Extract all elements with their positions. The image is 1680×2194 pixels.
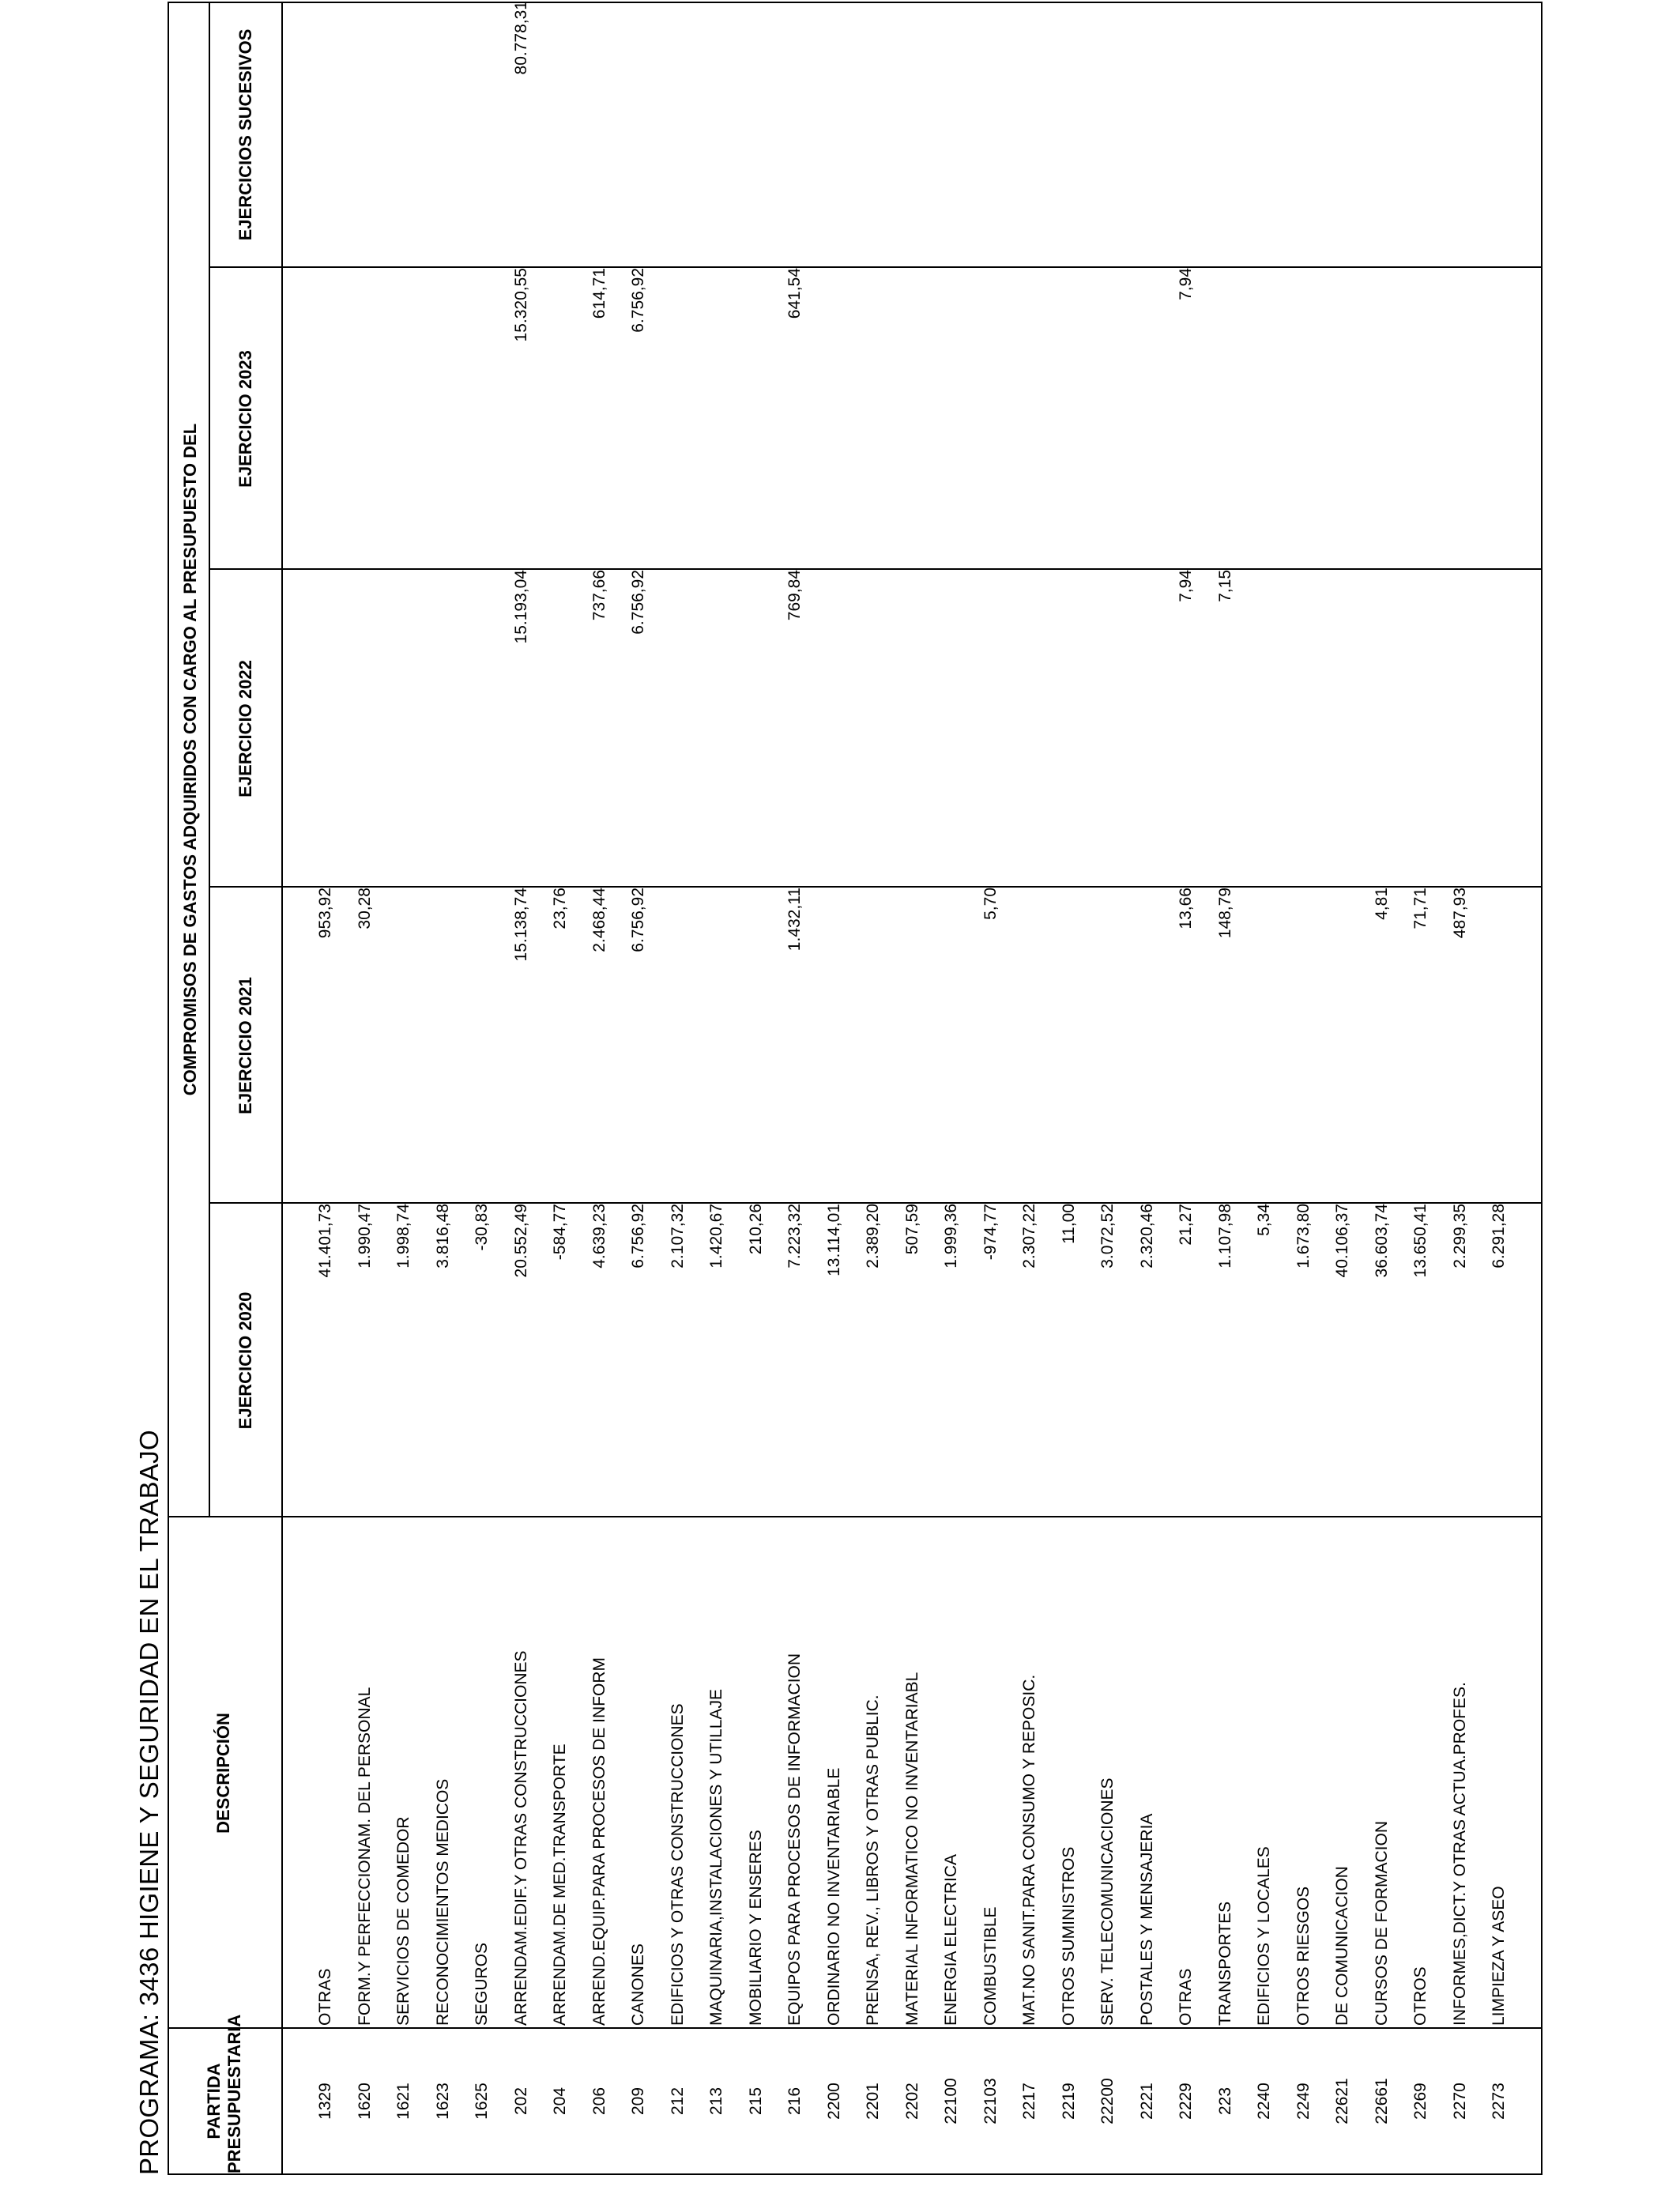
ejercicio-2021-cell: 953,92: [316, 888, 334, 939]
header-bottom-line: [281, 2, 283, 2173]
ejercicio-2021-cell: 1.432,11: [785, 888, 804, 952]
ejercicio-2020-cell: 41.401,73: [316, 1204, 334, 1278]
table-row: [348, 0, 387, 2173]
table-row: [543, 0, 582, 2173]
ejercicio-2020-cell: 6.291,28: [1490, 1204, 1508, 1269]
partida-cell: 2249: [1294, 2083, 1313, 2120]
partida-cell: 1329: [316, 2083, 334, 2120]
ejercicio-2021-cell: 71,71: [1411, 888, 1430, 929]
ejercicio-2020-cell: -30,83: [473, 1204, 491, 1251]
ejercicio-2021-cell: 487,93: [1450, 888, 1469, 939]
ejercicio-2020-cell: -974,77: [981, 1204, 1000, 1261]
ejercicio-2020-cell: 3.072,52: [1098, 1204, 1117, 1269]
ejercicio-2023-cell: 614,71: [590, 268, 608, 319]
partida-cell: 215: [746, 2087, 765, 2116]
descripcion-cell: EQUIPOS PARA PROCESOS DE INFORMACION: [785, 1653, 804, 2026]
descripcion-cell: DE COMUNICACION: [1333, 1866, 1351, 2026]
partida-cell: 223: [1215, 2087, 1234, 2116]
ejercicio-2023-cell: 6.756,92: [629, 268, 647, 333]
descripcion-cell: OTROS SUMINISTROS: [1059, 1846, 1078, 2026]
budget-table: [168, 2, 1543, 2175]
descripcion-cell: CANONES: [629, 1943, 647, 2026]
descripcion-cell: TRANSPORTES: [1215, 1901, 1234, 2026]
table-row: [739, 0, 778, 2173]
table-row: [1443, 0, 1482, 2173]
page-title: PROGRAMA: 3436 HIGIENE Y SEGURIDAD EN EL TRABAJO: [134, 1430, 164, 2175]
ejercicio-2022-cell: 7,94: [1177, 570, 1195, 602]
descripcion-cell: OTROS: [1411, 1966, 1430, 2026]
partida-cell: 2221: [1137, 2083, 1156, 2120]
table-row: [856, 0, 895, 2173]
partida-cell: 22103: [981, 2078, 1000, 2124]
ejercicio-2020-cell: 11,00: [1059, 1204, 1078, 1244]
descripcion-cell: POSTALES Y MENSAJERIA: [1137, 1813, 1156, 2026]
partida-cell: 213: [707, 2087, 725, 2116]
ejercicio-2020-cell: 1.107,98: [1215, 1204, 1234, 1269]
partida-cell: 2217: [1020, 2083, 1038, 2120]
descripcion-cell: CURSOS DE FORMACION: [1372, 1820, 1391, 2026]
ejercicio-2020-cell: 210,26: [746, 1204, 765, 1255]
partida-cell: 22200: [1098, 2078, 1117, 2124]
descripcion-cell: SERVICIOS DE COMEDOR: [394, 1816, 412, 2026]
ejercicio-2021-cell: 23,76: [551, 888, 569, 929]
ejercicio-2022-cell: 769,84: [785, 570, 804, 621]
ejercicio-2020-cell: 1.998,74: [394, 1204, 412, 1269]
descripcion-cell: COMBUSTIBLE: [981, 1906, 1000, 2026]
ejercicio-2021-cell: 30,28: [355, 888, 374, 929]
ejercicio-2020-cell: 21,27: [1177, 1204, 1195, 1246]
ejercicio-2020-cell: 1.990,47: [355, 1204, 374, 1269]
descripcion-cell: MATERIAL INFORMATICO NO INVENTARIABL: [902, 1672, 921, 2026]
descripcion-cell: LIMPIEZA Y ASEO: [1490, 1886, 1508, 2026]
table-row: [1208, 0, 1248, 2173]
table-row: [621, 0, 661, 2173]
descripcion-cell: MAT.NO SANIT.PARA CONSUMO Y REPOSIC.: [1020, 1674, 1038, 2026]
ejercicio-2020-cell: 3.816,48: [433, 1204, 452, 1269]
descripcion-cell: ORDINARIO NO INVENTARIABLE: [824, 1767, 843, 2026]
partida-cell: 22100: [942, 2078, 960, 2124]
ejercicio-2021-cell: 148,79: [1215, 888, 1234, 939]
table-row: [1286, 0, 1326, 2173]
table-row: [778, 0, 817, 2173]
descripcion-cell: MAQUINARIA,INSTALACIONES Y UTILLAJE: [707, 1689, 725, 2026]
ejercicio-2020-cell: 2.107,32: [668, 1204, 687, 1269]
ejercicio-2022-cell: 7,15: [1215, 570, 1234, 602]
header-descripcion: DESCRIPCIÓN: [213, 1713, 233, 1834]
table-row: [1247, 0, 1286, 2173]
ejercicio-2021-cell: 2.468,44: [590, 888, 608, 952]
table-row: [661, 0, 700, 2173]
ejercicio-2020-cell: 1.673,80: [1294, 1204, 1313, 1269]
table-row: [1090, 0, 1130, 2173]
table-row: [974, 0, 1013, 2173]
ejercicio-2020-cell: 6.756,92: [629, 1204, 647, 1269]
ejercicio-2022-cell: 15.193,04: [511, 570, 530, 644]
partida-cell: 216: [785, 2087, 804, 2116]
ejercicio-2020-cell: 20.552,49: [511, 1204, 530, 1278]
partida-cell: 1620: [355, 2083, 374, 2120]
descripcion-cell: FORM.Y PERFECCIONAM. DEL PERSONAL: [355, 1687, 374, 2026]
partida-cell: 2229: [1177, 2083, 1195, 2120]
ejercicio-2020-cell: 2.307,22: [1020, 1204, 1038, 1269]
partida-cell: 2240: [1255, 2083, 1273, 2120]
ejercicio-2020-cell: -584,77: [551, 1204, 569, 1261]
table-row: [504, 0, 544, 2173]
table-row: [1365, 0, 1404, 2173]
header-ejercicio-2021: EJERCICIO 2021: [235, 977, 255, 1114]
ejercicio-2023-cell: 7,94: [1177, 268, 1195, 300]
header-ejercicio-2022: EJERCICIO 2022: [235, 660, 255, 797]
ejercicio-2021-cell: 4,81: [1372, 888, 1391, 920]
descripcion-cell: ARRENDAM.EDIF.Y OTRAS CONSTRUCCIONES: [511, 1650, 530, 2026]
partida-cell: 2270: [1450, 2083, 1469, 2120]
descripcion-cell: ARREND.EQUIP.PARA PROCESOS DE INFORM: [590, 1657, 608, 2026]
partida-cell: 1623: [433, 2083, 452, 2120]
ejercicio-2021-cell: 13,66: [1177, 888, 1195, 929]
descripcion-cell: SEGUROS: [473, 1942, 491, 2026]
ejercicio-2020-cell: 40.106,37: [1333, 1204, 1351, 1278]
partida-cell: 1625: [473, 2083, 491, 2120]
partida-cell: 2273: [1490, 2083, 1508, 2120]
ejercicio-2020-cell: 2.389,20: [864, 1204, 882, 1269]
table-row: [582, 0, 622, 2173]
ejercicio-2022-cell: 6.756,92: [629, 570, 647, 635]
table-row: [1482, 0, 1521, 2173]
ejercicios-sucesivos-cell: 80.778,31: [511, 1, 530, 75]
descripcion-cell: SERV. TELECOMUNICACIONES: [1098, 1777, 1117, 2026]
ejercicio-2020-cell: 13.650,41: [1411, 1204, 1430, 1278]
partida-cell: 212: [668, 2087, 687, 2116]
descripcion-cell: RECONOCIMIENTOS MEDICOS: [433, 1778, 452, 2026]
descripcion-cell: ENERGIA ELECTRICA: [942, 1853, 960, 2026]
table-row: [465, 0, 504, 2173]
table-row: [817, 0, 857, 2173]
table-row: [1052, 0, 1091, 2173]
partida-cell: 22661: [1372, 2078, 1391, 2124]
partida-cell: 1621: [394, 2083, 412, 2120]
partida-cell: 2202: [902, 2083, 921, 2120]
table-row: [1325, 0, 1365, 2173]
header-ejercicios-sucesivos: EJERCICIOS SUCESIVOS: [235, 28, 255, 241]
partida-cell: 2201: [864, 2083, 882, 2120]
ejercicio-2020-cell: 2.320,46: [1137, 1204, 1156, 1269]
partida-cell: 22621: [1333, 2078, 1351, 2124]
ejercicio-2020-cell: 507,59: [902, 1204, 921, 1255]
partida-cell: 202: [511, 2087, 530, 2116]
partida-cell: 206: [590, 2087, 608, 2116]
descripcion-cell: MOBILIARIO Y ENSERES: [746, 1830, 765, 2026]
table-row: [895, 0, 935, 2173]
ejercicio-2020-cell: 1.420,67: [707, 1204, 725, 1269]
ejercicio-2023-cell: 641,54: [785, 268, 804, 319]
ejercicio-2023-cell: 15.320,55: [511, 268, 530, 342]
descripcion-cell: EDIFICIOS Y OTRAS CONSTRUCCIONES: [668, 1703, 687, 2026]
header-partida: PARTIDA PRESUPUESTARIA: [204, 2014, 244, 2173]
partida-cell: 209: [629, 2087, 647, 2116]
partida-cell: 2219: [1059, 2083, 1078, 2120]
table-row: [1169, 0, 1208, 2173]
table-row: [426, 0, 465, 2173]
ejercicio-2021-cell: 5,70: [981, 888, 1000, 920]
ejercicio-2020-cell: 13.114,01: [824, 1204, 843, 1276]
ejercicio-2020-cell: 1.999,36: [942, 1204, 960, 1269]
descripcion-cell: INFORMES,DICT.Y OTRAS ACTUA.PROFES.: [1450, 1682, 1469, 2026]
ejercicio-2022-cell: 737,66: [590, 570, 608, 621]
descripcion-cell: OTROS RIESGOS: [1294, 1886, 1313, 2026]
partida-cell: 2269: [1411, 2083, 1430, 2120]
header-compromisos: COMPROMISOS DE GASTOS ADQUIRIDOS CON CARGO AL PRESUPUESTO DEL: [180, 423, 200, 1096]
ejercicio-2021-cell: 6.756,92: [629, 888, 647, 952]
descripcion-cell: EDIFICIOS Y LOCALES: [1255, 1846, 1273, 2026]
table-row: [1403, 0, 1443, 2173]
ejercicio-2020-cell: 7.223,32: [785, 1204, 804, 1269]
header-ejercicio-2020: EJERCICIO 2020: [235, 1291, 255, 1430]
table-row: [934, 0, 974, 2173]
table-row: [386, 0, 426, 2173]
partida-cell: 2200: [824, 2083, 843, 2120]
ejercicio-2020-cell: 5,34: [1255, 1204, 1273, 1236]
table-row: [1012, 0, 1052, 2173]
table-row: [1130, 0, 1170, 2173]
descripcion-cell: OTRAS: [316, 1968, 334, 2026]
table-row: [308, 0, 348, 2173]
ejercicio-2021-cell: 15.138,74: [511, 888, 530, 962]
header-ejercicio-2023: EJERCICIO 2023: [235, 350, 255, 488]
ejercicio-2020-cell: 2.299,35: [1450, 1204, 1469, 1269]
header-divider: [209, 2, 210, 1517]
table-row: [699, 0, 739, 2173]
descripcion-cell: ARRENDAM.DE MED.TRANSPORTE: [551, 1744, 569, 2026]
descripcion-cell: OTRAS: [1177, 1968, 1195, 2026]
ejercicio-2020-cell: 4.639,23: [590, 1204, 608, 1269]
descripcion-cell: PRENSA, REV., LIBROS Y OTRAS PUBLIC.: [864, 1695, 882, 2026]
partida-cell: 204: [551, 2087, 569, 2116]
ejercicio-2020-cell: 36.603,74: [1372, 1204, 1391, 1278]
